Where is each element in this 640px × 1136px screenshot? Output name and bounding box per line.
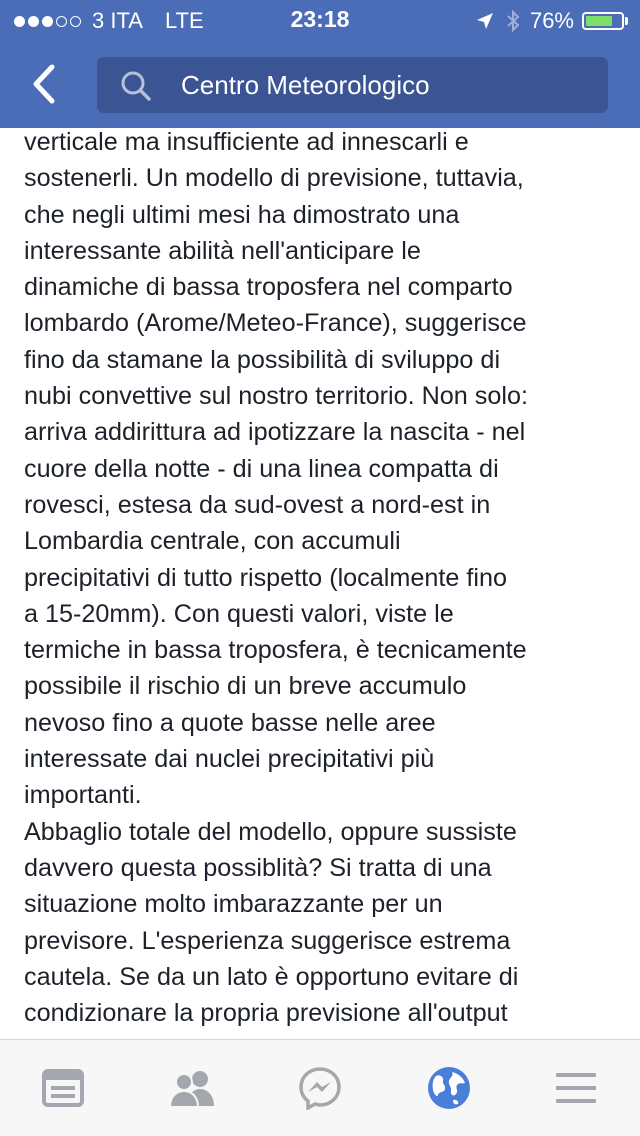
network-type: LTE bbox=[164, 8, 204, 33]
battery-icon bbox=[582, 12, 624, 30]
menu-icon bbox=[554, 1070, 598, 1106]
carrier-name: 3 ITA bbox=[92, 8, 143, 33]
article-line: a 15-20mm). Con questi valori, viste le bbox=[24, 599, 454, 628]
friends-icon bbox=[167, 1068, 217, 1108]
tab-bar bbox=[0, 1039, 640, 1136]
article-line: interessante abilità nell'anticipare le bbox=[24, 236, 421, 265]
article-line: cautela. Se da un lato è opportuno evitare di bbox=[24, 962, 519, 991]
article-line: termiche in bassa troposfera, è tecnicamente bbox=[24, 636, 527, 665]
tab-messenger[interactable] bbox=[292, 1060, 348, 1116]
globe-icon bbox=[426, 1065, 472, 1111]
tab-notifications-globe[interactable] bbox=[421, 1060, 477, 1116]
status-bar bbox=[0, 0, 640, 40]
article-line: precipitativi di tutto rispetto (localmente fino bbox=[24, 563, 507, 592]
article-line: condizionare la propria previsione all'output bbox=[24, 999, 508, 1028]
article-line: situazione molto imbarazzante per un bbox=[24, 890, 443, 919]
article-line: nubi convettive sul nostro territorio. Non solo: bbox=[24, 382, 528, 411]
article-line: rovesci, estesa da sud-ovest a nord-est in bbox=[24, 490, 491, 519]
chevron-left-icon bbox=[26, 62, 66, 106]
article-line: lombardo (Arome/Meteo-France), suggerisce bbox=[24, 309, 527, 338]
article-line: importanti. bbox=[24, 781, 142, 810]
battery-percent: 76% bbox=[529, 8, 574, 33]
article-line: dinamiche di bassa troposfera nel comparto bbox=[24, 273, 513, 302]
back-button[interactable] bbox=[26, 62, 66, 106]
article-text bbox=[24, 124, 628, 1068]
location-arrow-icon bbox=[476, 12, 494, 30]
article-line: cuore della notte - di una linea compatta di bbox=[24, 454, 499, 483]
tab-menu[interactable] bbox=[548, 1060, 604, 1116]
tab-news-feed[interactable] bbox=[35, 1060, 91, 1116]
article-line: possibile il rischio di un breve accumulo bbox=[24, 672, 467, 701]
battery-tip bbox=[625, 17, 628, 25]
article-line: sostenerli. Un modello di previsione, tuttavia, bbox=[24, 164, 524, 193]
search-icon bbox=[119, 69, 153, 108]
article-line: interessate dai nuclei precipitativi più bbox=[24, 745, 435, 774]
article-line: Abbaglio totale del modello, oppure sussiste bbox=[24, 817, 517, 846]
article-line: nevoso fino a quote basse nelle aree bbox=[24, 708, 436, 737]
article-line: Lombardia centrale, con accumuli bbox=[24, 527, 401, 556]
article-line: verticale ma insufficiente ad innescarli e bbox=[24, 128, 469, 156]
bluetooth-icon bbox=[506, 10, 520, 32]
article-line: davvero questa possiblità? Si tratta di una bbox=[24, 853, 492, 882]
search-input[interactable] bbox=[97, 57, 608, 113]
search-title: Centro Meteorologico bbox=[181, 70, 430, 100]
article-line: arriva addirittura ad ipotizzare la nascita - nel bbox=[24, 418, 526, 447]
article-line: fino da stamane la possibilità di sviluppo di bbox=[24, 345, 501, 374]
header bbox=[0, 0, 640, 128]
battery-level bbox=[586, 16, 612, 26]
messenger-icon bbox=[298, 1066, 342, 1110]
status-time: 23:18 bbox=[290, 6, 350, 32]
article-line: che negli ultimi mesi ha dimostrato una bbox=[24, 200, 460, 229]
article-line: previsore. L'esperienza suggerisce estrema bbox=[24, 926, 511, 955]
tab-friends[interactable] bbox=[164, 1060, 220, 1116]
news-feed-icon bbox=[41, 1068, 85, 1108]
status-right bbox=[476, 8, 628, 34]
